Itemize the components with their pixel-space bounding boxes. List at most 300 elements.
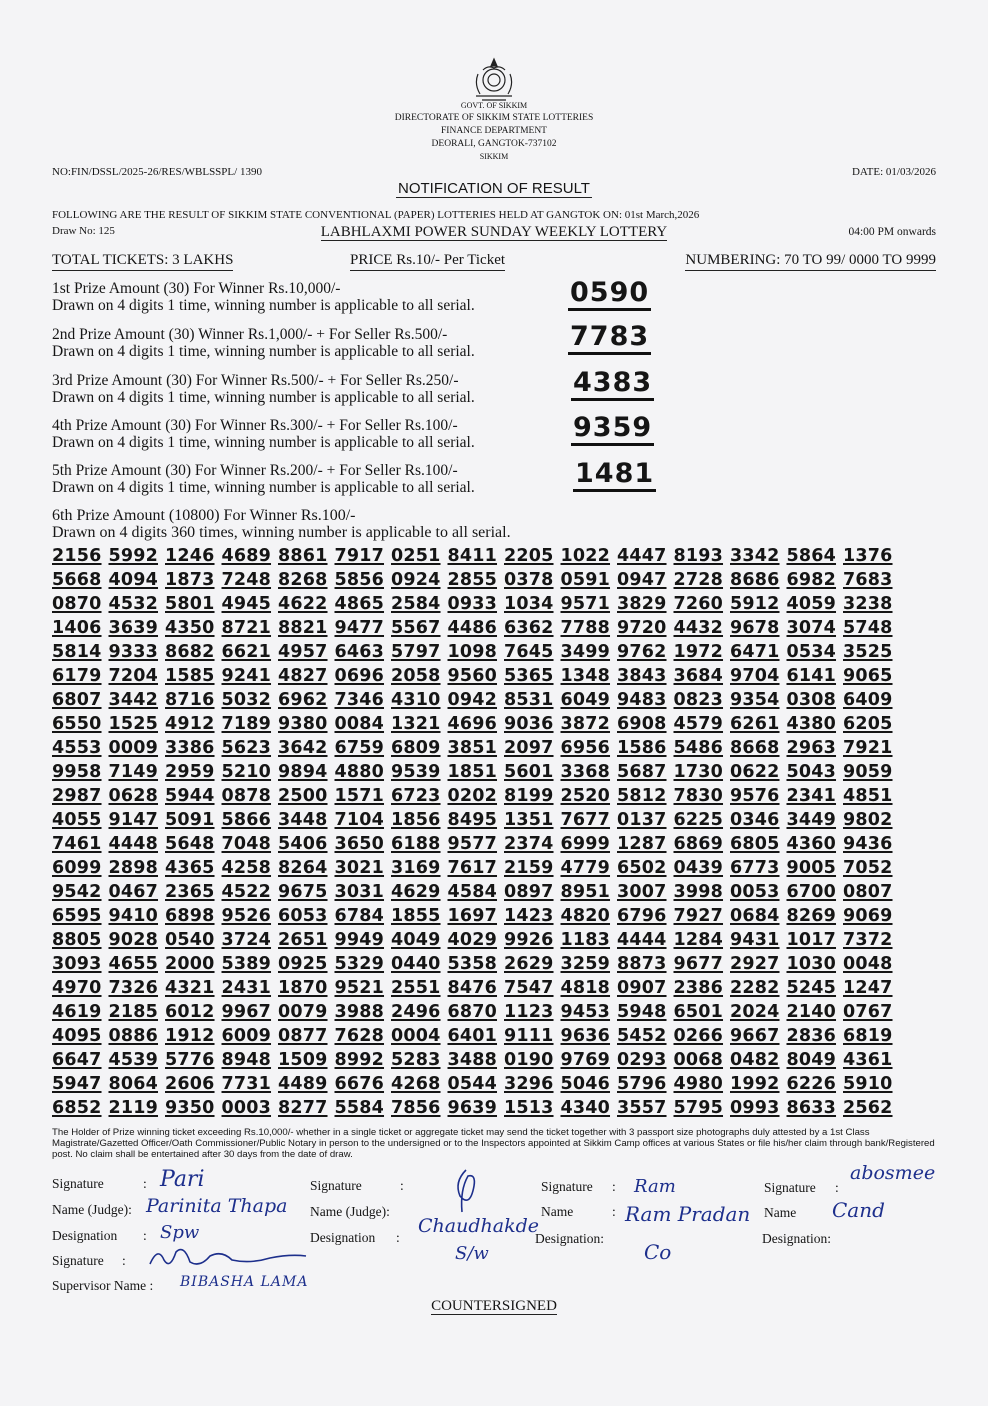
sixth-prize-number: 9477	[334, 618, 385, 638]
sixth-prize-number: 4447	[617, 546, 667, 566]
sixth-prize-number: 6908	[617, 714, 667, 734]
sixth-prize-number: 8064	[108, 1074, 159, 1094]
sixth-prize-number: 5910	[843, 1074, 893, 1094]
sixth-prize-number: 4622	[278, 594, 328, 614]
sixth-prize-number: 3007	[617, 882, 667, 902]
sixth-prize-number: 0696	[334, 666, 385, 686]
sixth-prize-number: 6700	[786, 882, 837, 902]
sixth-prize-number: 0628	[108, 786, 159, 806]
sixth-prize-number: 6225	[673, 810, 724, 830]
sixth-prize-number: 7547	[504, 978, 554, 998]
sixth-prize-number: 5245	[786, 978, 837, 998]
sixth-prize-number: 5797	[391, 642, 441, 662]
sixth-prize-number: 3021	[334, 858, 385, 878]
sixth-prize-number: 6409	[843, 690, 893, 710]
sixth-prize-number: 2520	[560, 786, 611, 806]
sixth-prize-number: 7372	[843, 930, 893, 950]
sixth-prize-number: 1034	[504, 594, 554, 614]
sixth-prize-number: 1585	[165, 666, 215, 686]
sixth-prize-number: 6463	[334, 642, 385, 662]
sixth-prize-number: 6870	[447, 1002, 498, 1022]
sixth-prize-number: 9769	[560, 1050, 611, 1070]
sixth-prize-number: 3368	[560, 762, 611, 782]
sixth-prize-number: 5486	[673, 738, 724, 758]
sixth-prize-number: 1972	[673, 642, 724, 662]
sixth-prize-number: 7104	[334, 810, 385, 830]
sixth-prize-number: 2156	[52, 546, 102, 566]
notification-title	[0, 180, 988, 197]
sig-1-name-label: Name (Judge):	[52, 1202, 132, 1217]
sixth-prize-number: 0993	[730, 1098, 780, 1118]
sig-4-designation-label: Designation:	[762, 1231, 831, 1246]
sig-4-name-value: Cand	[832, 1198, 885, 1222]
sixth-prize-number: 6595	[52, 906, 102, 926]
sixth-prize-number: 4629	[391, 882, 441, 902]
prize-4	[52, 417, 475, 451]
sixth-prize-number: 1509	[278, 1050, 328, 1070]
prize-1	[52, 280, 475, 314]
sixth-prize-number: 6869	[673, 834, 724, 854]
sixth-prize-number: 4522	[221, 882, 272, 902]
prize-1-number: 0590	[568, 278, 651, 311]
sixth-prize-number: 6012	[165, 1002, 215, 1022]
sixth-prize-number: 9762	[617, 642, 667, 662]
sixth-prize-number: 6501	[673, 1002, 724, 1022]
sixth-prize-number: 4380	[786, 714, 837, 734]
sixth-prize-number: 0544	[447, 1074, 498, 1094]
sixth-prize-number: 2119	[108, 1098, 159, 1118]
sixth-prize-number: 9526	[221, 906, 272, 926]
sixth-prize-number: 1247	[843, 978, 893, 998]
sixth-prize-number: 6188	[391, 834, 441, 854]
sixth-prize-number: 5567	[391, 618, 441, 638]
sixth-prize-number: 3988	[334, 1002, 385, 1022]
sixth-prize-number: 1022	[560, 546, 611, 566]
sixth-prize-number: 9542	[52, 882, 102, 902]
sixth-prize-number: 1873	[165, 570, 215, 590]
sixth-prize-number: 1376	[843, 546, 893, 566]
sixth-prize-number: 7856	[391, 1098, 441, 1118]
sixth-prize-number: 4486	[447, 618, 498, 638]
sixth-prize-number: 9436	[843, 834, 893, 854]
sig-1-label: Signature	[52, 1176, 104, 1191]
sixth-prize-number: 0053	[730, 882, 780, 902]
sig-3-label: Signature	[541, 1179, 593, 1194]
sig-3-colon: :	[612, 1179, 616, 1194]
sixth-prize-number: 7677	[560, 810, 611, 830]
sixth-prize-number: 4584	[447, 882, 498, 902]
sixth-prize-number: 2728	[673, 570, 724, 590]
sig-2-designation-label: Designation	[310, 1230, 376, 1245]
sixth-prize-number: 2651	[278, 930, 328, 950]
sixth-prize-number: 0767	[843, 1002, 893, 1022]
sixth-prize-number: 0467	[108, 882, 159, 902]
sixth-prize-number: 0942	[447, 690, 498, 710]
sixth-prize-number: 6796	[617, 906, 667, 926]
prize-5-amount: 5th Prize Amount (30) For Winner Rs.200/- + For Seller Rs.100/-	[52, 462, 458, 479]
sixth-prize-number: 8269	[786, 906, 837, 926]
sixth-prize-number: 1912	[165, 1026, 215, 1046]
sixth-prize-number: 1406	[52, 618, 102, 638]
sixth-prize-number: 1513	[504, 1098, 554, 1118]
sixth-prize-number: 3557	[617, 1098, 667, 1118]
sixth-prize-number: 1697	[447, 906, 498, 926]
sixth-prize-number: 5452	[617, 1026, 667, 1046]
sixth-prize-number: 5864	[786, 546, 837, 566]
countersigned	[0, 1298, 988, 1315]
sixth-prize-number: 8277	[278, 1098, 328, 1118]
prize-2-number: 7783	[568, 322, 651, 355]
sixth-prize-number: 9802	[843, 810, 893, 830]
sixth-prize-number: 3093	[52, 954, 102, 974]
sig-3-designation-label: Designation:	[535, 1231, 604, 1246]
sixth-prize-number: 6362	[504, 618, 554, 638]
sixth-prize-number: 6956	[560, 738, 611, 758]
sixth-prize-number: 1017	[786, 930, 837, 950]
sixth-prize-number: 5358	[447, 954, 498, 974]
sixth-prize-number: 5406	[278, 834, 328, 854]
sixth-prize-number: 7628	[334, 1026, 385, 1046]
sixth-prize-number: 3724	[221, 930, 272, 950]
sixth-prize-number: 1856	[391, 810, 441, 830]
sixth-prize-number: 4361	[843, 1050, 893, 1070]
sixth-prize-number: 3851	[447, 738, 498, 758]
sixth-prize-number: 4532	[108, 594, 159, 614]
supervisor-signature-label: Signature	[52, 1253, 104, 1268]
prize-5-draw: Drawn on 4 digits 1 time, winning number is applicable to all serial.	[52, 479, 475, 496]
prize-2-amount: 2nd Prize Amount (30) Winner Rs.1,000/- + For Seller Rs.500/-	[52, 326, 448, 343]
directorate-title: DIRECTORATE OF SIKKIM STATE LOTTERIES	[394, 113, 594, 123]
sixth-prize-number: 6809	[391, 738, 441, 758]
sixth-prize-number: 5046	[560, 1074, 611, 1094]
sixth-prize-number: 0048	[843, 954, 893, 974]
sixth-prize-number: 8682	[165, 642, 215, 662]
prize-3-amount: 3rd Prize Amount (30) For Winner Rs.500/- + For Seller Rs.250/-	[52, 372, 459, 389]
prize-5-number: 1481	[573, 459, 656, 492]
sixth-prize-number: 5944	[165, 786, 215, 806]
sixth-prize-number: 7204	[108, 666, 159, 686]
sixth-prize-number: 9028	[108, 930, 159, 950]
sixth-prize-number: 2374	[504, 834, 554, 854]
sixth-prize-number: 3998	[673, 882, 724, 902]
sixth-prize-number: 8268	[278, 570, 328, 590]
sixth-prize-number: 8721	[221, 618, 272, 638]
sixth-prize-number: 3386	[165, 738, 215, 758]
sixth-prize-number: 6898	[165, 906, 215, 926]
sixth-prize-number: 8873	[617, 954, 667, 974]
prize-1-draw: Drawn on 4 digits 1 time, winning number is applicable to all serial.	[52, 297, 475, 314]
sixth-prize-number: 4980	[673, 1074, 724, 1094]
sixth-prize-number: 6205	[843, 714, 893, 734]
sixth-prize-number: 8992	[334, 1050, 385, 1070]
sixth-prize-number: 4619	[52, 1002, 102, 1022]
sixth-prize-number: 6784	[334, 906, 385, 926]
sixth-prize-number: 3642	[278, 738, 328, 758]
sixth-prize-number: 4365	[165, 858, 215, 878]
sixth-prize-number: 9111	[504, 1026, 554, 1046]
sixth-prize-number: 4539	[108, 1050, 159, 1070]
sig-3-name-value: Ram Pradan	[625, 1202, 751, 1226]
prize-1-amount: 1st Prize Amount (30) For Winner Rs.10,000/-	[52, 280, 341, 297]
sixth-prize-number: 1098	[447, 642, 498, 662]
sig-3-signature: Ram	[634, 1176, 676, 1197]
sixth-prize-number: 2159	[504, 858, 554, 878]
sig-2-colon: :	[400, 1178, 404, 1193]
sig-4-label: Signature	[764, 1180, 816, 1195]
sixth-prize-number: 8264	[278, 858, 328, 878]
sixth-prize-number: 4880	[334, 762, 385, 782]
sixth-prize-number: 7461	[52, 834, 102, 854]
sixth-prize-number: 7260	[673, 594, 724, 614]
sixth-prize-number: 0378	[504, 570, 554, 590]
sixth-prize-number: 0877	[278, 1026, 328, 1046]
sixth-prize-number: 4049	[391, 930, 441, 950]
sixth-prize-number: 3525	[843, 642, 893, 662]
sixth-prize-number: 5947	[52, 1074, 102, 1094]
sixth-prize-number: 1348	[560, 666, 611, 686]
sixth-prize-number: 6807	[52, 690, 102, 710]
state-line: SIKKIM	[479, 152, 509, 161]
sixth-prize-number: 9926	[504, 930, 554, 950]
sixth-prize-number: 2140	[786, 1002, 837, 1022]
ticket-price: PRICE Rs.10/- Per Ticket	[350, 251, 505, 271]
sig-2-designation-colon: :	[396, 1230, 400, 1245]
sixth-prize-number: 0004	[391, 1026, 441, 1046]
sixth-prize-number: 9577	[447, 834, 498, 854]
sixth-prize-number: 2898	[108, 858, 159, 878]
sixth-prize-number: 7346	[334, 690, 385, 710]
sixth-prize-number: 2386	[673, 978, 724, 998]
sixth-prize-number: 6471	[730, 642, 780, 662]
sig-1-signature: Pari	[160, 1167, 205, 1192]
sixth-prize-number: 5032	[221, 690, 272, 710]
sixth-prize-number: 9453	[560, 1002, 611, 1022]
sixth-prize-number: 3829	[617, 594, 667, 614]
sixth-prize-number: 3442	[108, 690, 159, 710]
sixth-prize-number: 5796	[617, 1074, 667, 1094]
reference-number: NO:FIN/DSSL/2025-26/RES/WBLSSPL/ 1390	[52, 166, 262, 178]
following-text: FOLLOWING ARE THE RESULT OF SIKKIM STATE CONVENTIONAL (PAPER) LOTTERIES HELD AT GANGTOK ON: 01st March,2026	[52, 209, 700, 221]
sixth-prize-number: 3169	[391, 858, 441, 878]
sig-2-signature-mark	[448, 1166, 484, 1216]
sixth-prize-number: 0482	[730, 1050, 780, 1070]
sig-1-name-value: Parinita Thapa	[146, 1195, 288, 1217]
sixth-prize-number: 1992	[730, 1074, 780, 1094]
sixth-prize-number: 6401	[447, 1026, 498, 1046]
sixth-prize-number: 7645	[504, 642, 554, 662]
sixth-prize-number: 8193	[673, 546, 724, 566]
sixth-prize-number: 2024	[730, 1002, 780, 1022]
sixth-prize-number: 8686	[730, 570, 780, 590]
sixth-prize-number: 4432	[673, 618, 724, 638]
sixth-prize-number: 9065	[843, 666, 893, 686]
sixth-prize-number: 0190	[504, 1050, 554, 1070]
sixth-prize-number: 1423	[504, 906, 554, 926]
sixth-prize-number: 0003	[221, 1098, 272, 1118]
sixth-prize-number: 2058	[391, 666, 441, 686]
sixth-prize-number: 5948	[617, 1002, 667, 1022]
sixth-prize-number: 3499	[560, 642, 611, 662]
sixth-prize-number: 6179	[52, 666, 102, 686]
sixth-prize-number: 6852	[52, 1098, 102, 1118]
sixth-prize-number: 0346	[730, 810, 780, 830]
sixth-prize-number: 0079	[278, 1002, 328, 1022]
sixth-prize-number: 4865	[334, 594, 385, 614]
sixth-prize-number: 0137	[617, 810, 667, 830]
sixth-prize-number: 0878	[221, 786, 272, 806]
sixth-prize-number: 0009	[108, 738, 159, 758]
sixth-prize-number: 9241	[221, 666, 272, 686]
sixth-prize-number: 0622	[730, 762, 780, 782]
sixth-prize-number: 9571	[560, 594, 611, 614]
sixth-prize-number: 7788	[560, 618, 611, 638]
sixth-prize-number: 4912	[165, 714, 215, 734]
sixth-prize-number: 9069	[843, 906, 893, 926]
sixth-prize-number: 7683	[843, 570, 893, 590]
prize-5	[52, 462, 475, 496]
countersigned-text: COUNTERSIGNED	[431, 1298, 557, 1314]
sixth-prize-number: 9967	[221, 1002, 272, 1022]
sixth-prize-number: 4820	[560, 906, 611, 926]
sixth-prize-number: 7917	[334, 546, 385, 566]
sixth-prize-number: 5043	[786, 762, 837, 782]
sixth-prize-number: 4094	[108, 570, 159, 590]
sixth-prize-number: 1855	[391, 906, 441, 926]
sixth-prize-number: 4258	[221, 858, 272, 878]
sixth-prize-number: 8716	[165, 690, 215, 710]
sixth-prize-number: 9894	[278, 762, 328, 782]
sig-4-name-label: Name	[764, 1205, 797, 1220]
sixth-prize-number: 0540	[165, 930, 215, 950]
sixth-prize-number: 7048	[221, 834, 272, 854]
sixth-prize-number: 9147	[108, 810, 159, 830]
sixth-prize-number: 8821	[278, 618, 328, 638]
sixth-prize-number: 0084	[334, 714, 385, 734]
sixth-prize-number: 8199	[504, 786, 554, 806]
sixth-prize-number: 0439	[673, 858, 724, 878]
total-tickets: TOTAL TICKETS: 3 LAKHS	[52, 251, 233, 271]
sixth-prize-number: 9354	[730, 690, 780, 710]
sixth-prize-number: 3074	[786, 618, 837, 638]
sixth-prize-number: 4945	[221, 594, 272, 614]
sixth-prize-number: 6261	[730, 714, 780, 734]
sixth-prize-number: 6999	[560, 834, 611, 854]
sig-4-colon: :	[835, 1180, 839, 1195]
sixth-prize-number: 6759	[334, 738, 385, 758]
sixth-prize-number: 6141	[786, 666, 837, 686]
sixth-prize-number: 5584	[334, 1098, 385, 1118]
sig-1-designation-label: Designation	[52, 1228, 118, 1243]
sixth-prize-number: 4696	[447, 714, 498, 734]
sixth-prize-number: 6502	[617, 858, 667, 878]
sixth-prize-number: 2963	[786, 738, 837, 758]
sixth-prize-number: 4655	[108, 954, 159, 974]
prize-6	[52, 507, 511, 541]
supervisor-signature-colon: :	[122, 1253, 126, 1268]
sixth-prize-number: 9636	[560, 1026, 611, 1046]
sixth-prize-number: 3650	[334, 834, 385, 854]
sixth-prize-number: 5601	[504, 762, 554, 782]
sixth-prize-number: 1851	[447, 762, 498, 782]
sixth-prize-number: 3296	[504, 1074, 554, 1094]
sixth-prize-number: 1870	[278, 978, 328, 998]
sixth-prize-number: 3031	[334, 882, 385, 902]
sixth-prize-number: 5668	[52, 570, 102, 590]
sixth-prize-number: 9539	[391, 762, 441, 782]
sixth-prize-number: 0886	[108, 1026, 159, 1046]
sixth-prize-number: 9005	[786, 858, 837, 878]
sixth-prize-number: 2341	[786, 786, 837, 806]
prize-2	[52, 326, 475, 360]
sixth-prize-number: 9949	[334, 930, 385, 950]
sixth-prize-number: 2097	[504, 738, 554, 758]
supervisor-name-value: BIBASHA LAMA	[180, 1274, 309, 1290]
sixth-prize-number: 9560	[447, 666, 498, 686]
sixth-prize-number: 1030	[786, 954, 837, 974]
sig-2-label: Signature	[310, 1178, 362, 1193]
sixth-prize-number: 9333	[108, 642, 159, 662]
sixth-prize-number: 4827	[278, 666, 328, 686]
sixth-prize-number: 5091	[165, 810, 215, 830]
sixth-prize-number: 5623	[221, 738, 272, 758]
sixth-prize-number: 2927	[730, 954, 780, 974]
sixth-prize-number: 8805	[52, 930, 102, 950]
sixth-prize-number: 5856	[334, 570, 385, 590]
sixth-prize-number: 2282	[730, 978, 780, 998]
sixth-prize-number: 9958	[52, 762, 102, 782]
sixth-prize-number: 6819	[843, 1026, 893, 1046]
sixth-prize-number: 4689	[221, 546, 272, 566]
sixth-prize-number: 6049	[560, 690, 611, 710]
sixth-prize-number: 9350	[165, 1098, 215, 1118]
sixth-prize-number: 9704	[730, 666, 780, 686]
sixth-prize-number: 3259	[560, 954, 611, 974]
prize-4-number: 9359	[571, 413, 654, 446]
sixth-prize-number: 1321	[391, 714, 441, 734]
sixth-prize-number: 4489	[278, 1074, 328, 1094]
sixth-prize-number: 9675	[278, 882, 328, 902]
sixth-prize-number: 5748	[843, 618, 893, 638]
draw-timing: 04:00 PM onwards	[848, 226, 936, 238]
sixth-prize-number: 7326	[108, 978, 159, 998]
sixth-prize-number: 7248	[221, 570, 272, 590]
notification-date: DATE: 01/03/2026	[851, 166, 936, 178]
prize-4-draw: Drawn on 4 digits 1 time, winning number is applicable to all serial.	[52, 434, 475, 451]
lottery-name	[0, 224, 988, 241]
sig-3-designation-value: Co	[644, 1240, 672, 1264]
sixth-prize-number: 4340	[560, 1098, 611, 1118]
sixth-prize-number: 3449	[786, 810, 837, 830]
sixth-prize-number: 5648	[165, 834, 215, 854]
sixth-prize-number: 8049	[786, 1050, 837, 1070]
sixth-prize-number: 2500	[278, 786, 328, 806]
sixth-prize-number: 5866	[221, 810, 272, 830]
sixth-prize-number: 2000	[165, 954, 215, 974]
sixth-prize-number: 5365	[504, 666, 554, 686]
prize-6-draw: Drawn on 4 digits 360 times, winning number is applicable to all serial.	[52, 524, 511, 541]
sixth-prize-number: 9483	[617, 690, 667, 710]
sixth-prize-number: 0308	[786, 690, 837, 710]
sixth-prize-number: 0933	[447, 594, 498, 614]
prize-2-draw: Drawn on 4 digits 1 time, winning number is applicable to all serial.	[52, 343, 475, 360]
sixth-prize-number: 0823	[673, 690, 724, 710]
sixth-prize-number: 9576	[730, 786, 780, 806]
sixth-prize-number: 8668	[730, 738, 780, 758]
sixth-prize-number: 5687	[617, 762, 667, 782]
sixth-prize-number: 8531	[504, 690, 554, 710]
sig-2-designation-value: S/w	[455, 1243, 489, 1264]
sixth-prize-number: 1730	[673, 762, 724, 782]
